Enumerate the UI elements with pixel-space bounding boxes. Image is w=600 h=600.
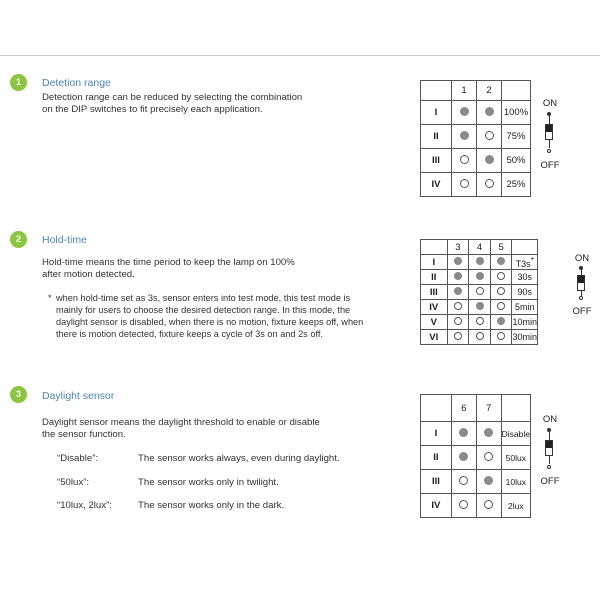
- switch-state-cell: [447, 330, 469, 345]
- setting-value: [512, 285, 538, 300]
- on-label: ON: [542, 414, 558, 425]
- setting-value: [501, 494, 530, 518]
- row-label: I: [421, 255, 448, 270]
- switch-on-dot: [497, 317, 505, 325]
- section-title: Daylight sensor: [42, 390, 115, 402]
- row-label: III: [421, 149, 452, 173]
- switch-on-dot: [485, 155, 494, 164]
- setting-value-text: 90s: [517, 287, 532, 297]
- switch-off-dot: [460, 155, 469, 164]
- switch-number-header: 2: [477, 81, 502, 101]
- setting-value-text: T3s: [515, 258, 531, 269]
- daylight-option-text: The sensor works always, even during daylight.: [138, 453, 340, 464]
- table-row: [421, 125, 531, 149]
- row-label: III: [421, 470, 452, 494]
- dip-switch-diagram: [564, 253, 600, 323]
- setting-value-text: 2lux: [508, 500, 524, 511]
- setting-value: [512, 330, 538, 345]
- switch-state-cell: [490, 300, 512, 315]
- switch-state-cell: [490, 330, 512, 345]
- switch-state-cell: [476, 470, 501, 494]
- note-text: when hold-time set as 3s, sensor enters into test mode, this test mode is mainly for users to choose the desired detection range. In this mode, the daylight sensor is disabled, when there is no motion, fixture keeps off, when there is motion detected, fixture keeps a cycle of 3s on and 2s off.: [56, 293, 364, 339]
- table-row: [421, 149, 531, 173]
- switch-on-dot: [476, 302, 484, 310]
- switch-off-dot: [454, 332, 462, 340]
- table-row: [421, 330, 538, 345]
- switch-state-cell: [477, 149, 502, 173]
- switch-off-dot: [476, 287, 484, 295]
- switch-knob: [578, 276, 584, 283]
- switch-state-cell: [476, 446, 501, 470]
- switch-state-cell: [476, 422, 501, 446]
- table-row: [421, 173, 531, 197]
- setting-value-text: 30min: [512, 332, 537, 342]
- switch-number-header: 3: [447, 240, 469, 255]
- section-number-badge: 3: [10, 386, 27, 403]
- switch-bottom-ring: [547, 149, 551, 153]
- switch-knob: [546, 125, 552, 132]
- top-divider: [0, 55, 600, 56]
- value-header-cell: [501, 395, 530, 422]
- switch-state-cell: [452, 101, 477, 125]
- switch-off-dot: [454, 317, 462, 325]
- row-label: IV: [421, 300, 448, 315]
- switch-on-dot: [484, 476, 493, 485]
- section-number-badge: 2: [10, 231, 27, 248]
- setting-value: [512, 255, 538, 270]
- switch-state-cell: [477, 173, 502, 197]
- daylight-option-key: “50lux”:: [57, 477, 89, 488]
- dip-switch-diagram: [532, 98, 568, 178]
- switch-state-cell: [469, 330, 491, 345]
- setting-value-text: 25%: [506, 179, 526, 190]
- section-description: Detection range can be reduced by selecting the combination on the DIP switches to fit precisely each application.: [42, 92, 303, 115]
- row-label: I: [421, 422, 452, 446]
- daylight-option-text: The sensor works only in the dark.: [138, 500, 285, 511]
- section-number-badge: 1: [10, 74, 27, 91]
- switch-on-dot: [460, 107, 469, 116]
- switch-bottom-ring: [547, 465, 551, 469]
- switch-off-dot: [485, 179, 494, 188]
- switch-state-cell: [490, 255, 512, 270]
- setting-value: [501, 446, 530, 470]
- switch-on-dot: [459, 428, 468, 437]
- switch-state-cell: [451, 494, 476, 518]
- setting-value-text: Disable: [501, 428, 530, 439]
- setting-value-text: 5min: [514, 302, 535, 312]
- setting-value: [501, 422, 530, 446]
- table-header-row: [421, 81, 531, 101]
- on-label: ON: [542, 98, 558, 109]
- switch-off-dot: [454, 302, 462, 310]
- switch-number-header: 1: [452, 81, 477, 101]
- daylight-option-key: “10lux, 2lux”:: [57, 500, 112, 511]
- switch-state-cell: [452, 149, 477, 173]
- switch-off-dot: [459, 500, 468, 509]
- switch-off-dot: [485, 131, 494, 140]
- table-corner-cell: [421, 395, 452, 422]
- switch-on-dot: [454, 287, 462, 295]
- switch-on-dot: [485, 107, 494, 116]
- switch-state-cell: [451, 422, 476, 446]
- daylight-option-text: The sensor works only in twilight.: [138, 477, 279, 488]
- row-label: I: [421, 101, 452, 125]
- switch-on-dot: [454, 272, 462, 280]
- switch-number-header: 5: [490, 240, 512, 255]
- setting-value: [501, 470, 530, 494]
- section-description: Daylight sensor means the daylight threshold to enable or disable the sensor function.: [42, 417, 320, 440]
- table-corner-cell: [421, 81, 452, 101]
- switch-off-dot: [484, 500, 493, 509]
- row-label: IV: [421, 494, 452, 518]
- switch-state-cell: [447, 315, 469, 330]
- switch-off-dot: [484, 452, 493, 461]
- switch-body: [545, 440, 553, 456]
- setting-value-text: 30s: [517, 272, 532, 282]
- table-row: [421, 315, 538, 330]
- setting-value: [502, 125, 531, 149]
- value-header-cell: [512, 240, 538, 255]
- off-label: OFF: [540, 160, 560, 171]
- off-label: OFF: [572, 306, 592, 317]
- switch-off-dot: [459, 476, 468, 485]
- dip-table-hold-time: [420, 239, 538, 345]
- setting-value-text: 50lux: [505, 452, 526, 463]
- switch-state-cell: [447, 270, 469, 285]
- off-label: OFF: [540, 476, 560, 487]
- switch-body: [577, 275, 585, 291]
- setting-value: [512, 315, 538, 330]
- switch-off-dot: [476, 317, 484, 325]
- table-row: [421, 422, 531, 446]
- row-label: IV: [421, 173, 452, 197]
- switch-number-header: 7: [476, 395, 501, 422]
- switch-state-cell: [447, 300, 469, 315]
- setting-value-text: 50%: [506, 155, 526, 166]
- note-asterisk: *: [48, 293, 52, 303]
- switch-number-header: 4: [469, 240, 491, 255]
- section-title: Hold-time: [42, 234, 87, 246]
- setting-value-text: 10min: [512, 317, 537, 327]
- setting-value-text: 100%: [503, 107, 529, 118]
- switch-state-cell: [447, 285, 469, 300]
- setting-value-mark: *: [530, 255, 534, 265]
- switch-state-cell: [476, 494, 501, 518]
- value-header-cell: [502, 81, 531, 101]
- table-row: [421, 470, 531, 494]
- setting-value-text: 10lux: [505, 476, 526, 487]
- switch-on-dot: [459, 452, 468, 461]
- switch-state-cell: [469, 300, 491, 315]
- switch-body: [545, 124, 553, 140]
- table-row: [421, 255, 538, 270]
- switch-state-cell: [469, 285, 491, 300]
- switch-state-cell: [490, 270, 512, 285]
- setting-value: [502, 101, 531, 125]
- daylight-option-key: “Disable”:: [57, 453, 99, 464]
- switch-state-cell: [469, 255, 491, 270]
- setting-value: [502, 173, 531, 197]
- switch-state-cell: [477, 101, 502, 125]
- table-header-row: [421, 395, 531, 422]
- switch-on-dot: [497, 257, 505, 265]
- switch-state-cell: [451, 470, 476, 494]
- switch-on-dot: [460, 131, 469, 140]
- switch-on-dot: [454, 257, 462, 265]
- section-description: Hold-time means the time period to keep the lamp on 100% after motion detected.: [42, 257, 295, 280]
- switch-on-dot: [476, 272, 484, 280]
- hold-time-note: [48, 292, 378, 340]
- row-label: VI: [421, 330, 448, 345]
- switch-state-cell: [451, 446, 476, 470]
- setting-value: [502, 149, 531, 173]
- table-row: [421, 101, 531, 125]
- table-row: [421, 446, 531, 470]
- switch-state-cell: [452, 125, 477, 149]
- switch-state-cell: [490, 315, 512, 330]
- table-header-row: [421, 240, 538, 255]
- switch-state-cell: [469, 270, 491, 285]
- switch-number-header: 6: [451, 395, 476, 422]
- row-label: II: [421, 446, 452, 470]
- switch-state-cell: [469, 315, 491, 330]
- switch-off-dot: [497, 302, 505, 310]
- table-row: [421, 494, 531, 518]
- section-title: Detetion range: [42, 77, 111, 89]
- switch-bottom-ring: [579, 296, 583, 300]
- switch-state-cell: [490, 285, 512, 300]
- switch-off-dot: [497, 287, 505, 295]
- switch-state-cell: [477, 125, 502, 149]
- row-label: III: [421, 285, 448, 300]
- row-label: V: [421, 315, 448, 330]
- table-row: [421, 270, 538, 285]
- dip-switch-diagram: [532, 414, 568, 494]
- switch-off-dot: [460, 179, 469, 188]
- switch-off-dot: [497, 332, 505, 340]
- switch-knob: [546, 441, 552, 448]
- switch-state-cell: [452, 173, 477, 197]
- dip-table-detection-range: [420, 80, 531, 197]
- switch-off-dot: [476, 332, 484, 340]
- switch-state-cell: [447, 255, 469, 270]
- setting-value: [512, 300, 538, 315]
- setting-value: [512, 270, 538, 285]
- switch-off-dot: [497, 272, 505, 280]
- setting-value-text: 75%: [506, 131, 526, 142]
- on-label: ON: [574, 253, 590, 264]
- table-row: [421, 285, 538, 300]
- row-label: II: [421, 125, 452, 149]
- table-corner-cell: [421, 240, 448, 255]
- switch-on-dot: [476, 257, 484, 265]
- table-row: [421, 300, 538, 315]
- dip-table-daylight-sensor: [420, 394, 531, 518]
- switch-on-dot: [484, 428, 493, 437]
- row-label: II: [421, 270, 448, 285]
